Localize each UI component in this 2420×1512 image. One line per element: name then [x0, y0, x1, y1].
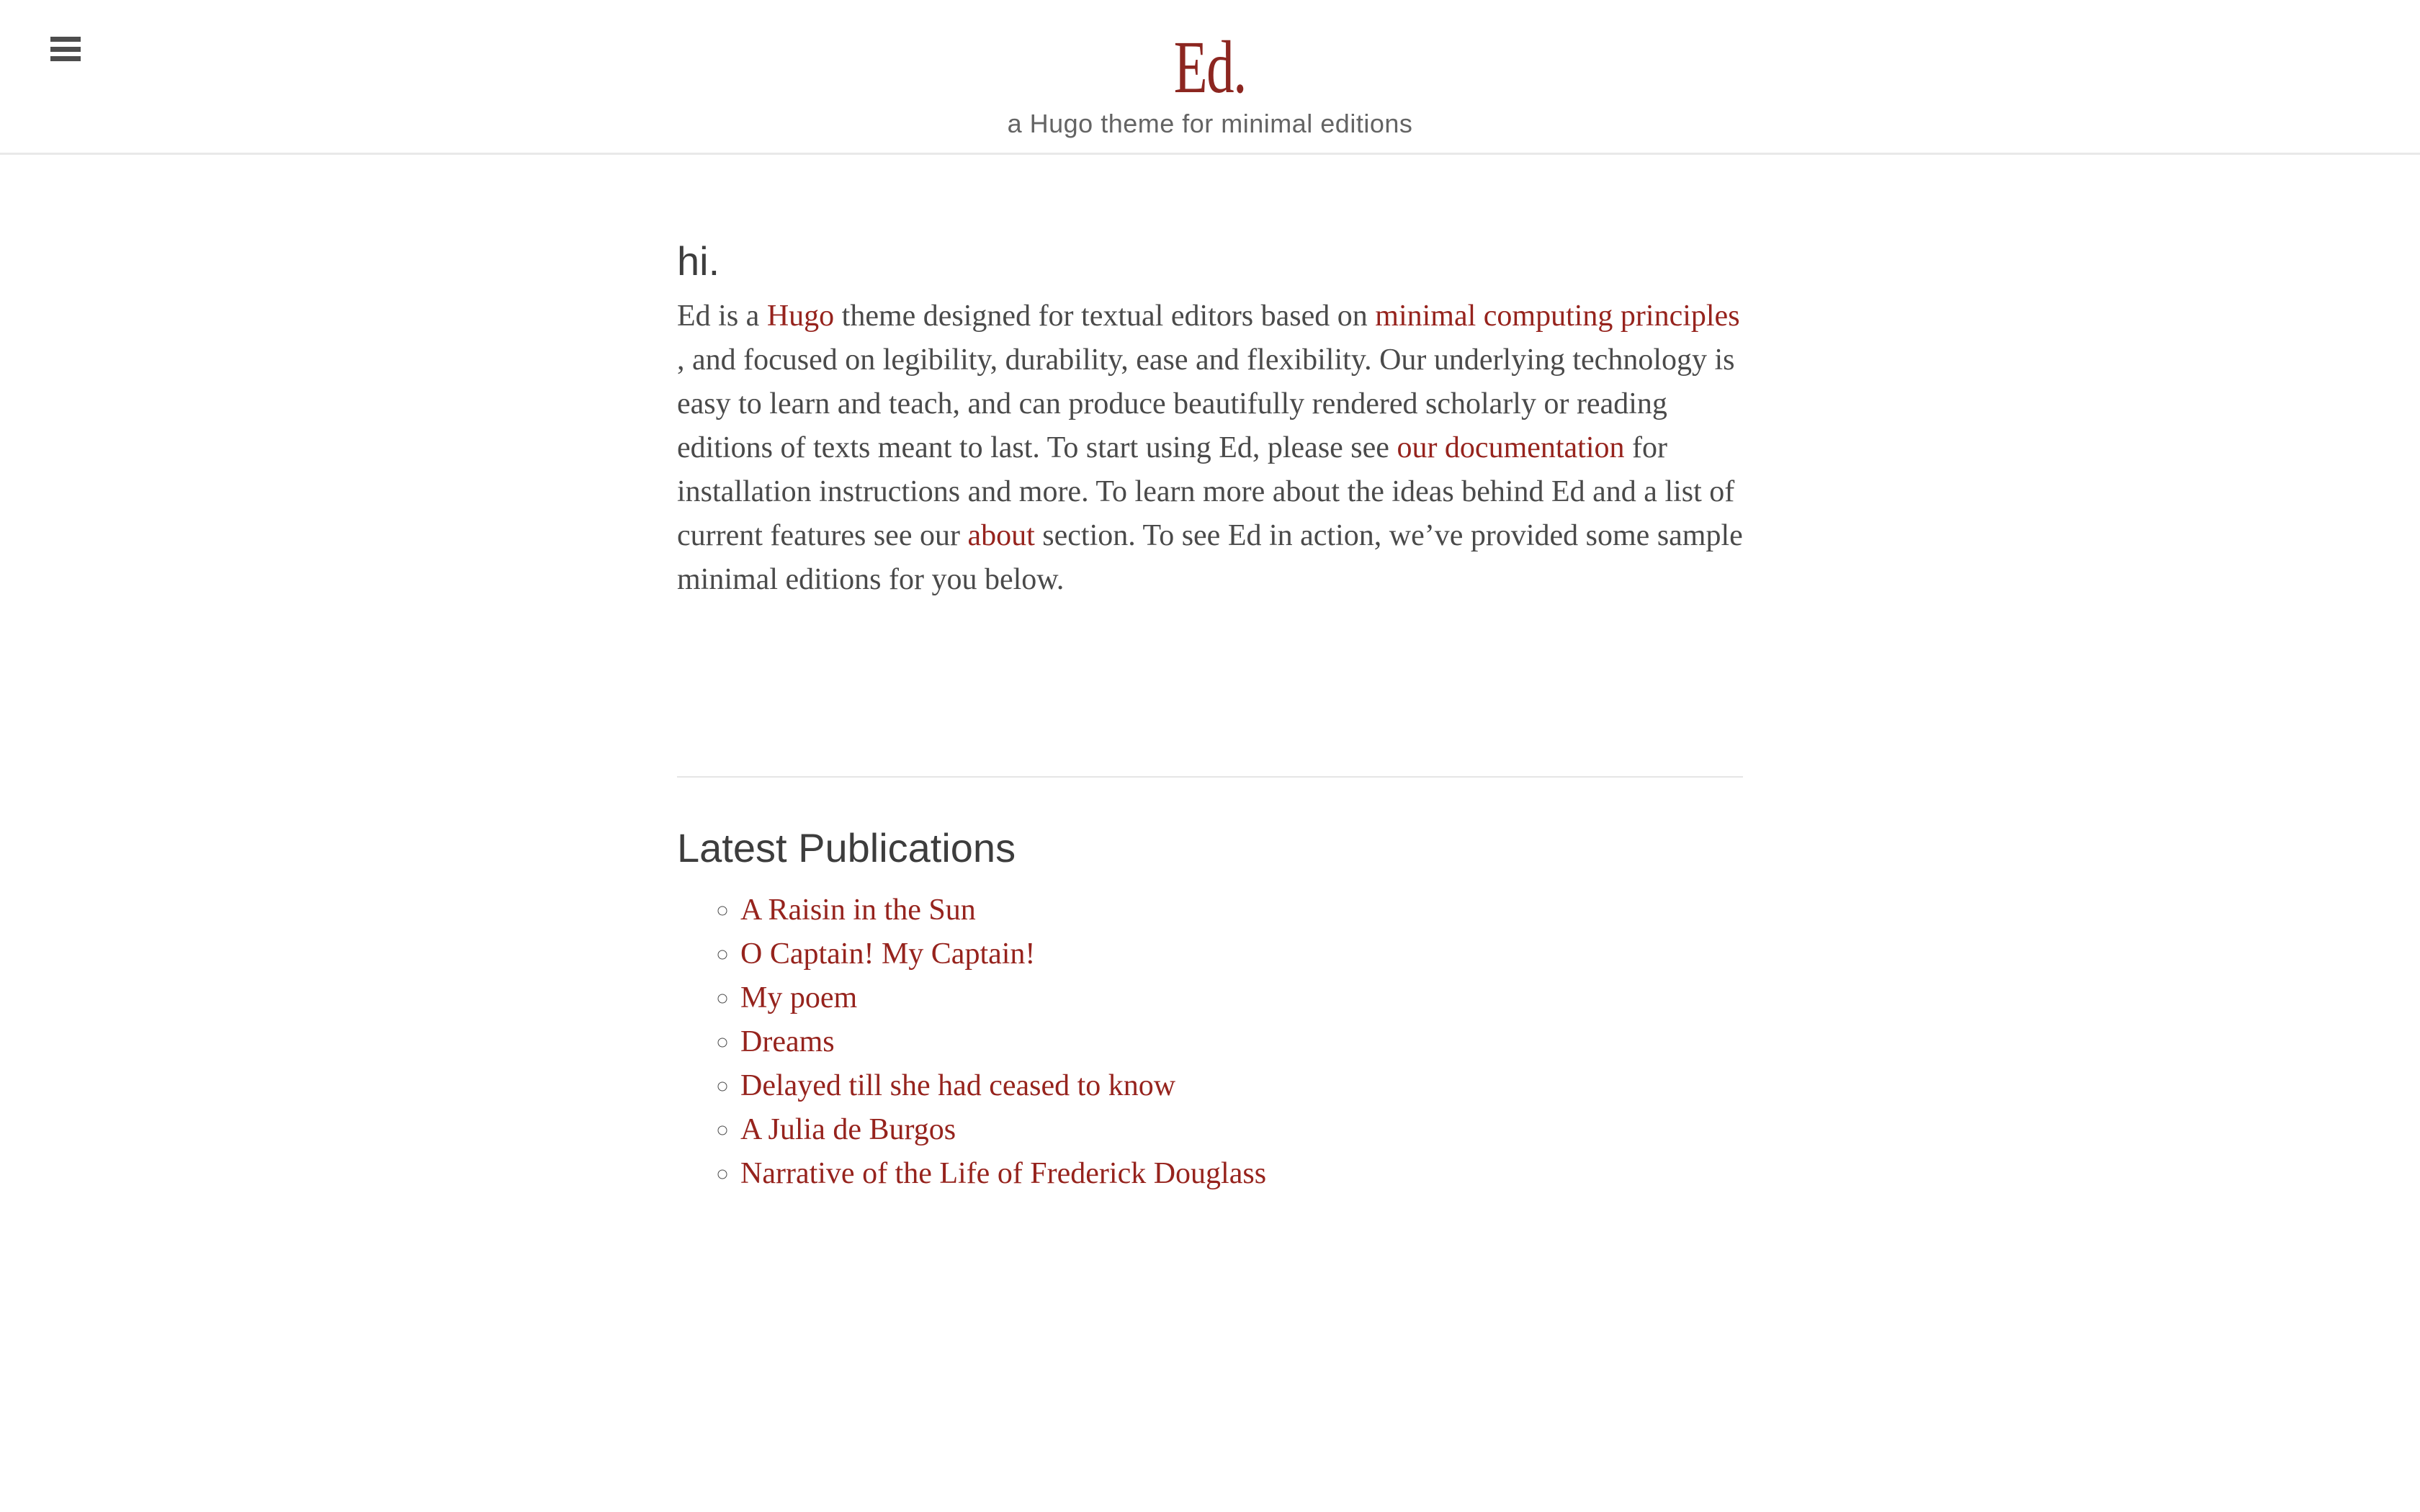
publication-link-a-raisin-in-the-sun[interactable]: A Raisin in the Sun [740, 894, 976, 927]
list-item [740, 1152, 1743, 1196]
list-item [740, 1020, 1743, 1064]
publication-link-dreams[interactable]: Dreams [740, 1025, 835, 1058]
site-subtitle: a Hugo theme for minimal editions [1007, 109, 1413, 138]
intro-text: theme designed for textual editors based on [834, 300, 1376, 333]
list-item [740, 1064, 1743, 1108]
publications-list [677, 888, 1743, 1196]
hugo-link[interactable]: Hugo [766, 300, 835, 333]
list-item [740, 976, 1743, 1020]
intro-paragraph [677, 294, 1743, 602]
section-divider [677, 776, 1743, 778]
publication-link-delayed-till-she-had-ceased-to-know[interactable]: Delayed till she had ceased to know [740, 1069, 1176, 1102]
publication-link-narrative-of-the-life-of-frederick-douglass[interactable]: Narrative of the Life of Frederick Douglass [740, 1157, 1267, 1190]
list-item [740, 932, 1743, 976]
latest-publications-heading: Latest Publications [677, 825, 1016, 870]
hamburger-icon [50, 47, 81, 52]
our-documentation-link[interactable]: our documentation [1397, 431, 1625, 464]
main-content [677, 155, 1743, 1196]
hamburger-menu-button[interactable] [50, 37, 81, 61]
intro-text: Ed is a [677, 300, 767, 333]
intro-text: for installation instructions and more. To learn more about the ideas behind Ed and a list of current features see our [677, 431, 1735, 552]
about-link[interactable]: about [967, 519, 1035, 552]
latest-publications-section [677, 827, 1743, 1196]
intro-text: , and focused on legibility, durability, ease and flexibility. Our underlying technology is easy to learn and teach, and can produce beautifully rendered scholarly or reading editions of texts meant to last. To start using Ed, please see [677, 343, 1735, 464]
site-header [0, 0, 2420, 155]
hamburger-icon [50, 37, 81, 42]
list-item [740, 888, 1743, 932]
publication-link-a-julia-de-burgos[interactable]: A Julia de Burgos [740, 1113, 956, 1146]
site-title[interactable]: Ed. [1173, 26, 1247, 109]
publication-link-o-captain-my-captain[interactable]: O Captain! My Captain! [740, 937, 1036, 971]
minimal-computing-principles-link[interactable]: minimal computing principles [1375, 300, 1740, 333]
page-title: hi. [677, 238, 720, 284]
list-item [740, 1108, 1743, 1152]
hamburger-icon [50, 56, 81, 61]
intro-text: section. To see Ed in action, we’ve provided some sample minimal editions for you below. [677, 519, 1743, 596]
publication-link-my-poem[interactable]: My poem [740, 981, 858, 1014]
